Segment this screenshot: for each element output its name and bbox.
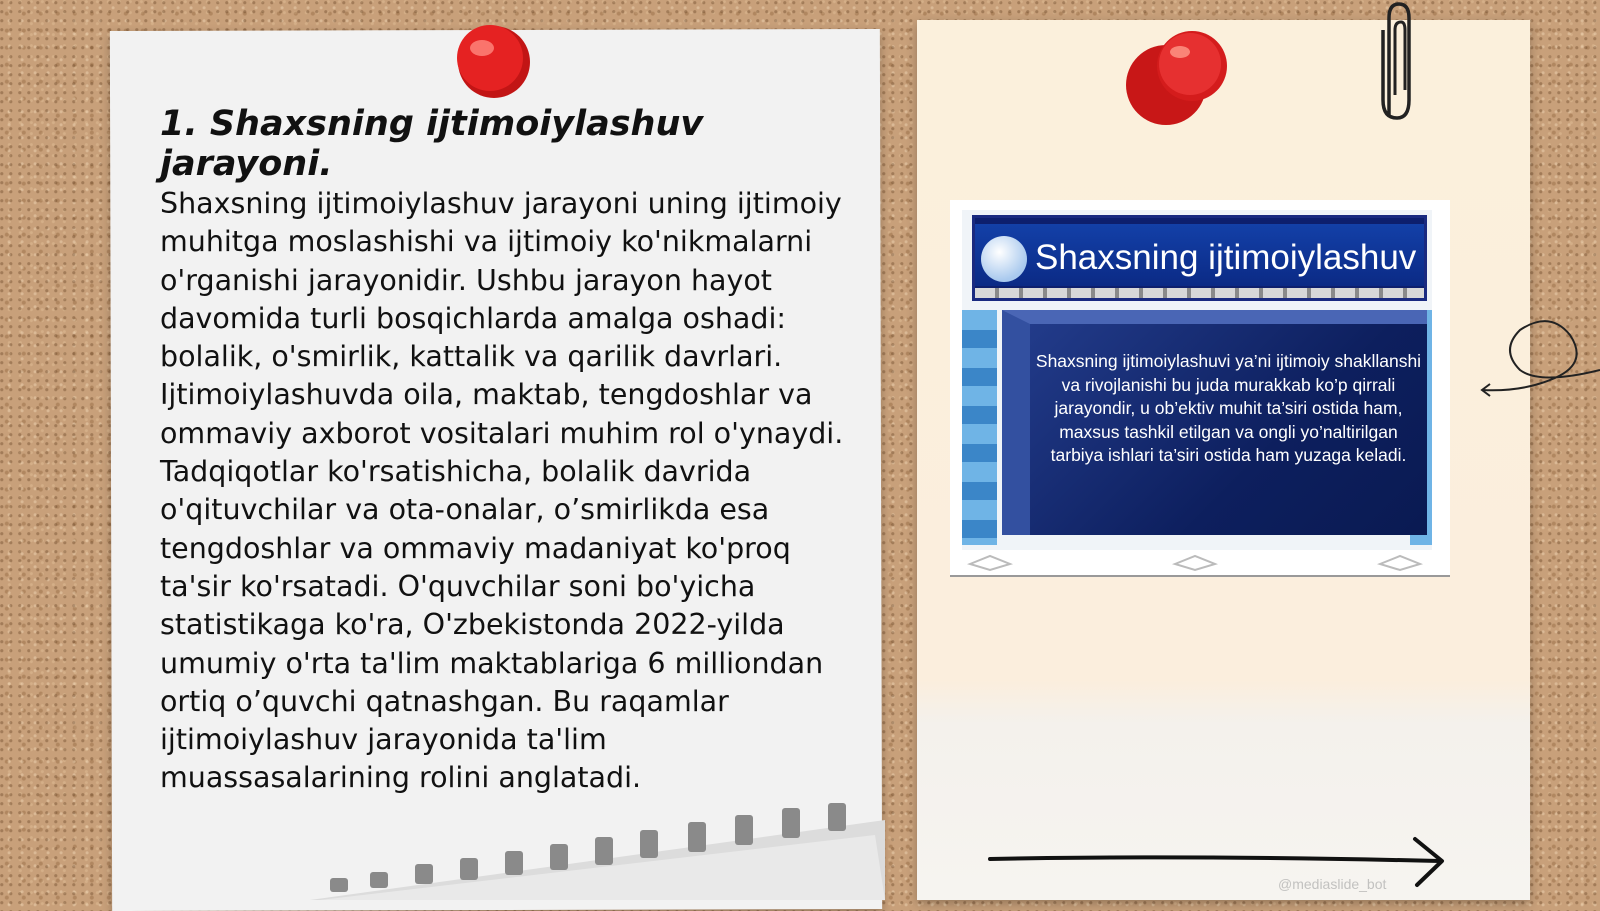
thumbnail-left-border	[962, 310, 997, 545]
circle-icon	[981, 236, 1027, 282]
push-pin-icon	[1118, 30, 1238, 130]
thumbnail-strip	[975, 288, 1424, 301]
body-paragraph: Shaxsning ijtimoiylashuv jarayoni uning ijtimoiy muhitga moslashishi va ijtimoiy ko'nikmalarni o'rganishi jarayonidir. Ushbu jarayon hayot davomida turli bosqichlarda amalga oshadi: bolalik, o'smirlik, kattalik va qarilik davrlari. Ijtimoiylashuvda oila, maktab, tengdoshlar va ommaviy axborot vositalari muhim rol o'ynaydi. Tadqiqotlar ko'rsatishicha, bolalik davrida o'qituvchilar va ota-onalar, o’smirlikda esa tengdoshlar va ommaviy madaniyat ko'proq ta'sir ko'rsatadi. O'quvchilar soni bo'yicha statistikaga ko'ra, O'zbekistonda 2022-yilda umumiy o'rta ta'lim maktablariga 6 milliondan ortiq o’quvchi qatnashgan. Bu raqamlar ijtimoiylashuv jarayonida ta'lim muassasalarining rolini anglatadi.	[160, 187, 844, 795]
watermark-text: @mediaslide_bot	[1278, 876, 1387, 892]
thumbnail-text-box	[1002, 310, 1427, 535]
slide-thumbnail-image	[950, 200, 1450, 577]
thumbnail-body-text: Shaxsning ijtimoiylashuvi ya’ni ijtimoiy shakllanshi va rivojlanishi bu juda murakkab ko’p qirrali jarayondir, u ob’ektiv muhit ta’siri ostida ham, maxsus tashkil etilgan va ongli yo’naltirilgan tarbiya ishlari ta’siri ostida ham yuzaga keladi.	[1035, 351, 1422, 465]
slide-title: 1. Shaxsning ijtimoiylashuv jarayoni.	[160, 104, 704, 184]
swirl-arrow-icon	[1480, 310, 1600, 410]
push-pin-icon	[452, 22, 536, 106]
thumbnail-header	[972, 215, 1427, 301]
thumbnail-bottom-ornament	[950, 552, 1450, 572]
thumbnail-title: Shaxsning ijtimoiylashuv	[1035, 238, 1417, 277]
thumbnail-frame	[962, 210, 1432, 550]
torn-paper-edge	[310, 800, 885, 900]
paper-clip-icon	[1375, 0, 1415, 125]
